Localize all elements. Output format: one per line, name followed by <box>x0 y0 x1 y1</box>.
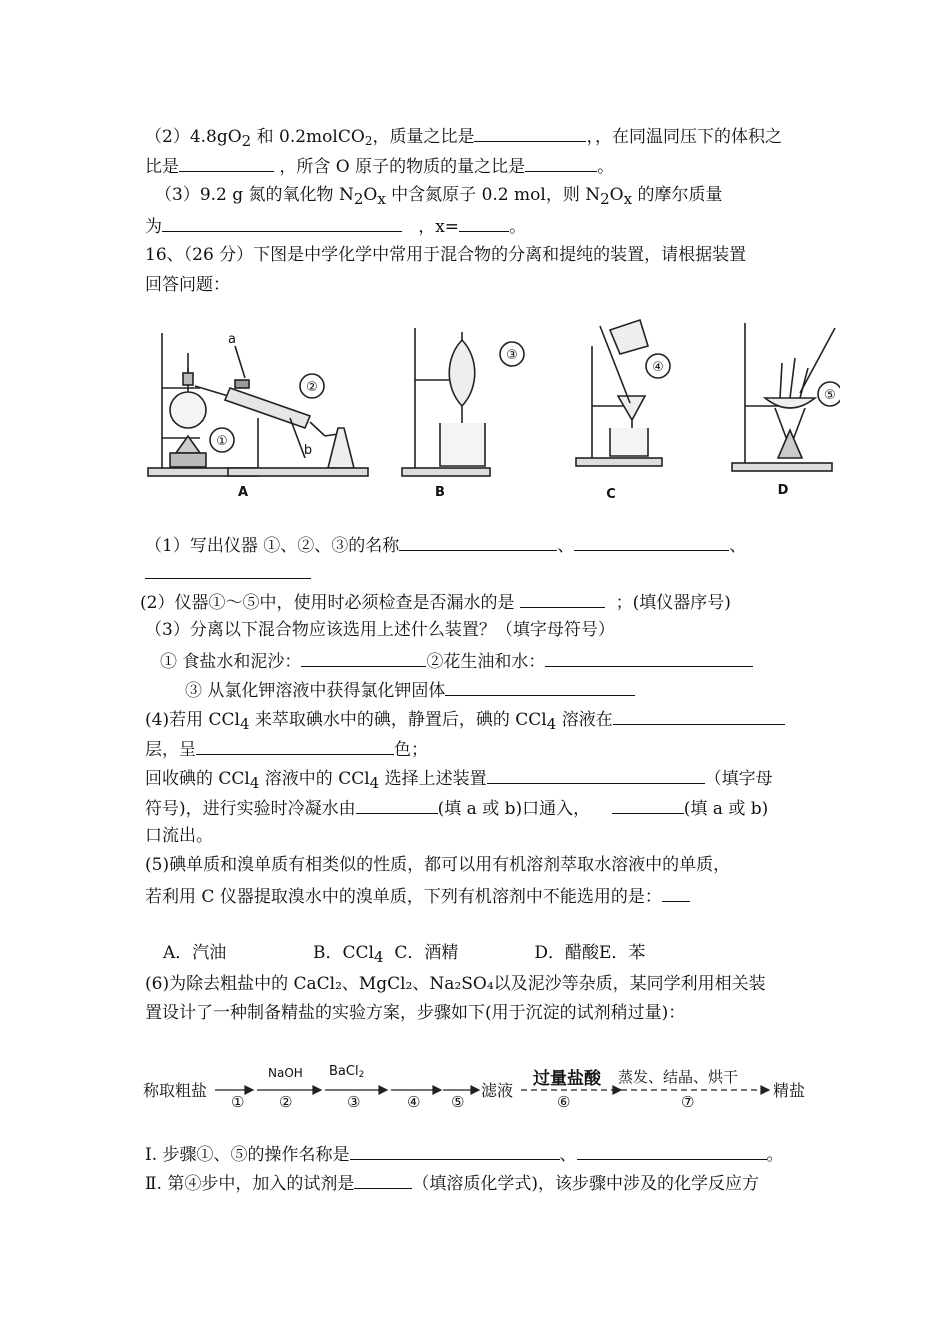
q15-part2-line2: 比是 ，所含 O 原子的物质的量之比是 。 <box>145 153 614 179</box>
step5-operation-blank[interactable] <box>577 1141 767 1160</box>
mass-ratio-blank[interactable] <box>474 123 586 142</box>
step4-reagent-blank[interactable] <box>354 1170 412 1189</box>
circled-label: ② <box>306 380 318 395</box>
option-c[interactable]: C．酒精 <box>394 943 459 963</box>
q16-part1-line1: （1）写出仪器 ①、②、③的名称 、 、 <box>145 532 746 558</box>
circled-label: ① <box>216 434 228 449</box>
kcl-solid-blank[interactable] <box>445 677 635 696</box>
q16-intro-line1: 16、（26 分）下图是中学化学中常用于混合物的分离和提纯的装置，请根据装置 <box>145 245 747 265</box>
option-a[interactable]: A．汽油 <box>163 943 227 963</box>
q16-part4-line5: 口流出。 <box>145 826 213 846</box>
separation-apparatus-figure <box>140 318 840 508</box>
q16-part5-options <box>163 941 645 969</box>
option-e[interactable]: E．苯 <box>598 943 646 963</box>
circled-label: ③ <box>506 348 518 363</box>
x-value-blank[interactable] <box>459 213 509 232</box>
circled-label: ⑤ <box>824 388 836 403</box>
q16-part4-line1: (4)若用 CCl4 来萃取碘水中的碘，静置后，碘的 CCl4 溶液在 <box>145 706 785 736</box>
q16-intro-line2: 回答问题： <box>145 275 230 295</box>
q16-part6-line1: (6)为除去粗盐中的 CaCl₂、MgCl₂、Na₂SO₄以及泥沙等杂质，某同学利用相关装 <box>145 974 766 994</box>
solvent-choice-blank[interactable] <box>662 883 690 902</box>
flow-step: ② <box>279 1093 293 1111</box>
volume-ratio-blank[interactable] <box>179 153 274 172</box>
q16-part3-item3: ③ 从氯化钾溶液中获得氯化钾固体 <box>185 677 635 703</box>
q16-part5-line2: 若利用 C 仪器提取溴水中的溴单质，下列有机溶剂中不能选用的是： <box>145 883 690 909</box>
flow-reagent-naoh: NaOH <box>268 1066 303 1080</box>
leak-check-blank[interactable] <box>520 589 605 608</box>
flow-step: ⑤ <box>451 1093 465 1111</box>
q16-part3-item1: ① 食盐水和泥沙： ②花生油和水： <box>160 648 753 674</box>
flow-filtrate: 滤液 <box>481 1081 514 1100</box>
apparatus-a-distillation <box>148 333 368 476</box>
q16-part4-line2: 层，呈 色； <box>145 736 428 762</box>
circled-label: ④ <box>652 360 664 375</box>
apparatus-label: B <box>435 485 445 500</box>
instrument2-name-blank[interactable] <box>574 532 729 551</box>
apparatus-label: D <box>777 483 789 498</box>
water-inlet-blank[interactable] <box>356 795 438 814</box>
oxygen-ratio-blank[interactable] <box>525 153 597 172</box>
flow-start: 称取粗盐 <box>143 1081 208 1100</box>
flow-step: ① <box>231 1093 245 1111</box>
flow-step: ⑥ <box>557 1093 571 1111</box>
flow-acid: 过量盐酸 <box>533 1069 601 1089</box>
letter-label: a <box>228 332 236 347</box>
salt-water-sand-blank[interactable] <box>301 648 426 667</box>
water-outlet-blank[interactable] <box>612 795 684 814</box>
q16-part2: (2）仪器①～⑤中，使用时必须检查是否漏水的是 ；(填仪器序号) <box>140 589 731 615</box>
letter-label: b <box>303 443 313 458</box>
apparatus-label: A <box>237 485 249 500</box>
flow-finish-ops: 蒸发、结晶、烘干 <box>618 1068 739 1086</box>
flow-step: ④ <box>407 1093 421 1111</box>
purification-flow <box>143 1060 813 1115</box>
q16-part6-i: Ⅰ. 步骤①、⑤的操作名称是 、 。 <box>145 1141 784 1167</box>
apparatus-c-filtration <box>576 320 670 466</box>
q15-part3-line2: 为 ，x= 。 <box>145 213 526 239</box>
flow-reagent-bacl2: BaCl2 <box>329 1064 365 1080</box>
oil-water-blank[interactable] <box>545 648 753 667</box>
flow-step: ③ <box>347 1093 361 1111</box>
q15-part3-line1: （3）9.2 g 氮的氧化物 N2Ox 中含氮原子 0.2 mol，则 N2Ox 的摩尔质量 <box>155 185 723 208</box>
layer-color-blank[interactable] <box>196 736 394 755</box>
q16-part1-line2 <box>145 560 311 586</box>
q16-part5-line1: (5)碘单质和溴单质有相类似的性质，都可以用有机溶剂萃取水溶液中的单质， <box>145 855 731 875</box>
layer-position-blank[interactable] <box>613 706 785 725</box>
step1-operation-blank[interactable] <box>350 1141 560 1160</box>
option-b[interactable]: B．CCl4 <box>313 943 384 966</box>
q16-part3-title: （3）分离以下混合物应该选用上述什么装置？（填字母符号） <box>145 620 615 640</box>
flow-end: 精盐 <box>773 1081 806 1100</box>
flow-step: ⑦ <box>681 1093 695 1111</box>
apparatus-label: C <box>606 487 616 502</box>
option-d[interactable]: D．醋酸 <box>534 943 599 963</box>
q16-part4-line3: 回收碘的 CCl4 溶液中的 CCl4 选择上述装置 （填字母 <box>145 765 773 795</box>
instrument3-name-blank[interactable] <box>145 560 311 579</box>
q15-part2-line1: （2）4.8gO2 和 0.2molCO$_2$，质量之比是 ，，在同温同压下的体积之 <box>145 123 782 153</box>
q16-part6-ii: Ⅱ. 第④步中，加入的试剂是 （填溶质化学式)，该步骤中涉及的化学反应方 <box>145 1170 759 1196</box>
recovery-apparatus-blank[interactable] <box>487 765 705 784</box>
q16-part6-line2: 置设计了一种制备精盐的实验方案，步骤如下(用于沉淀的试剂稍过量)： <box>145 1003 686 1023</box>
q16-part4-line4: 符号)，进行实验时冷凝水由 (填 a 或 b)口通入， (填 a 或 b) <box>145 795 768 821</box>
molar-mass-blank[interactable] <box>162 213 402 232</box>
instrument1-name-blank[interactable] <box>399 532 557 551</box>
